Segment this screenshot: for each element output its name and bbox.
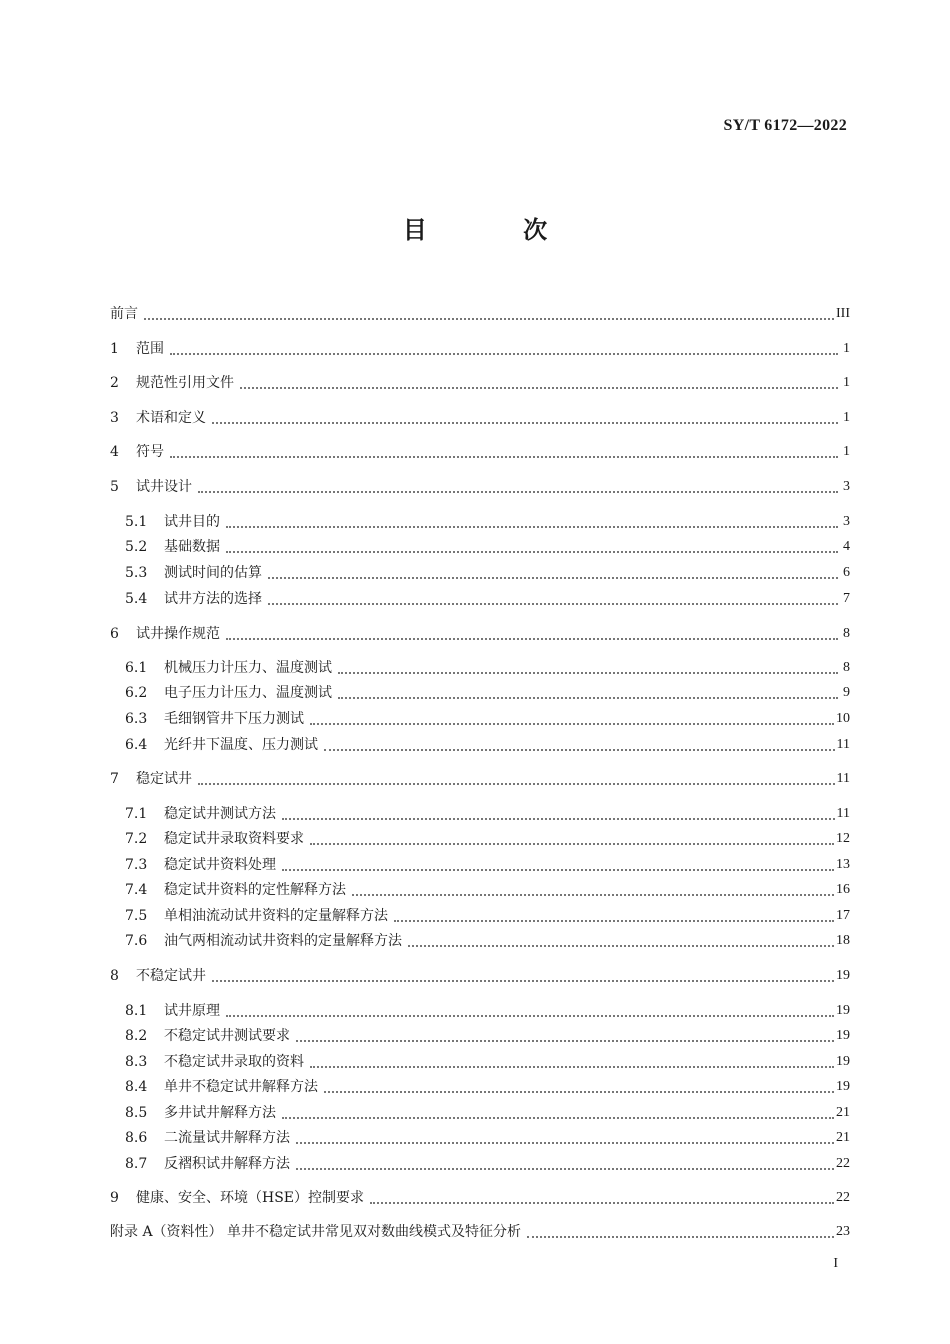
toc-entry[interactable] bbox=[125, 829, 850, 849]
toc-entry-number: 7.4 bbox=[125, 882, 148, 898]
toc-entry-page: 1 bbox=[843, 341, 850, 356]
dot-leader bbox=[226, 525, 838, 528]
toc-entry-label: 试井目的 bbox=[164, 514, 220, 530]
toc-entry[interactable] bbox=[125, 709, 850, 729]
dot-leader bbox=[310, 722, 834, 725]
toc-entry-number: 7.2 bbox=[125, 831, 148, 847]
toc-entry[interactable] bbox=[125, 563, 850, 583]
toc-entry-page: III bbox=[836, 306, 850, 321]
toc-entry-label: 不稳定试井测试要求 bbox=[164, 1028, 290, 1044]
toc-entry-label: 基础数据 bbox=[164, 539, 220, 555]
toc-entry-page: 8 bbox=[843, 626, 850, 641]
toc-entry-page: 6 bbox=[843, 565, 850, 580]
toc-entry-page: 1 bbox=[843, 444, 850, 459]
dot-leader bbox=[268, 602, 838, 605]
dot-leader bbox=[338, 696, 838, 699]
toc-entry-label: 稳定试井资料的定性解释方法 bbox=[164, 882, 346, 898]
toc-entry-page: 3 bbox=[843, 479, 850, 494]
toc-entry-number: 5.4 bbox=[125, 591, 148, 607]
dot-leader bbox=[282, 817, 835, 820]
toc-entry-page: 13 bbox=[836, 857, 850, 872]
toc-entry-number: 6.1 bbox=[125, 660, 148, 676]
toc-entry[interactable] bbox=[125, 931, 850, 951]
toc-entry-label: 试井设计 bbox=[136, 479, 192, 495]
toc-entry-label: 不稳定试井录取的资料 bbox=[164, 1054, 304, 1070]
toc-entry-label: 健康、安全、环境（HSE）控制要求 bbox=[136, 1190, 365, 1206]
toc-entry-page: 21 bbox=[836, 1105, 850, 1120]
toc-entry[interactable] bbox=[110, 769, 850, 789]
toc-entry[interactable] bbox=[125, 880, 850, 900]
toc-entry[interactable] bbox=[125, 1154, 850, 1174]
toc-entry-page: 19 bbox=[836, 1028, 850, 1043]
toc-entry[interactable] bbox=[125, 512, 850, 532]
toc-entry-number: 5.2 bbox=[125, 539, 148, 555]
toc-entry-label: 前言 bbox=[110, 306, 138, 322]
toc-entry-number: 4 bbox=[110, 444, 119, 460]
toc-entry-page: 19 bbox=[836, 968, 850, 983]
toc-entry-number: 8.1 bbox=[125, 1003, 148, 1019]
dot-leader bbox=[324, 748, 835, 751]
dot-leader bbox=[226, 550, 838, 553]
toc-entry-page: 10 bbox=[836, 711, 850, 726]
toc-entry[interactable] bbox=[125, 1001, 850, 1021]
toc-entry-label: 单相油流动试井资料的定量解释方法 bbox=[164, 908, 388, 924]
toc-entry-number: 5.3 bbox=[125, 565, 148, 581]
toc-entry[interactable] bbox=[125, 1052, 850, 1072]
dot-leader bbox=[394, 919, 834, 922]
toc-entry-label: 二流量试井解释方法 bbox=[164, 1130, 290, 1146]
dot-leader bbox=[527, 1235, 834, 1238]
toc-entry-number: 8.7 bbox=[125, 1156, 148, 1172]
toc-entry-label: 油气两相流动试井资料的定量解释方法 bbox=[164, 933, 402, 949]
dot-leader bbox=[226, 1014, 834, 1017]
toc-entry[interactable] bbox=[125, 804, 850, 824]
toc-entry-label: 不稳定试井 bbox=[136, 968, 206, 984]
dot-leader bbox=[408, 944, 834, 947]
dot-leader bbox=[144, 317, 834, 320]
toc-entry[interactable] bbox=[125, 1128, 850, 1148]
dot-leader bbox=[268, 576, 838, 579]
toc-entry[interactable] bbox=[125, 855, 850, 875]
dot-leader bbox=[310, 1065, 834, 1068]
toc-entry-number: 1 bbox=[110, 341, 119, 357]
toc-entry[interactable] bbox=[110, 624, 850, 644]
toc-entry[interactable] bbox=[125, 589, 850, 609]
toc-entry-label: 稳定试井 bbox=[136, 771, 192, 787]
toc-entry-label: 反褶积试井解释方法 bbox=[164, 1156, 290, 1172]
toc-entry-label: 符号 bbox=[136, 444, 164, 460]
dot-leader bbox=[212, 421, 838, 424]
toc-entry-page: 11 bbox=[836, 737, 850, 752]
toc-entry-number: 9 bbox=[110, 1190, 119, 1206]
toc-entry[interactable] bbox=[125, 1026, 850, 1046]
toc-entry-number: 6.4 bbox=[125, 737, 148, 753]
toc-entry-page: 17 bbox=[836, 908, 850, 923]
toc-entry-label: 附录 A（资料性） 单井不稳定试井常见双对数曲线模式及特征分析 bbox=[110, 1224, 522, 1240]
toc-entry[interactable] bbox=[125, 658, 850, 678]
toc-entry-number: 8.5 bbox=[125, 1105, 148, 1121]
toc-entry-page: 16 bbox=[836, 882, 850, 897]
toc-entry-label: 规范性引用文件 bbox=[136, 375, 234, 391]
dot-leader bbox=[226, 637, 838, 640]
toc-entry-page: 11 bbox=[836, 806, 850, 821]
dot-leader bbox=[170, 455, 838, 458]
toc-entry-number: 7.5 bbox=[125, 908, 148, 924]
toc-entry-page: 1 bbox=[843, 375, 850, 390]
footer-page-number: I bbox=[833, 1256, 838, 1271]
toc-entry-number: 8.2 bbox=[125, 1028, 148, 1044]
toc-entry-number: 2 bbox=[110, 375, 119, 391]
toc-entry-number: 7.6 bbox=[125, 933, 148, 949]
toc-entry[interactable] bbox=[125, 1103, 850, 1123]
dot-leader bbox=[240, 386, 838, 389]
dot-leader bbox=[324, 1090, 834, 1093]
toc-entry-page: 7 bbox=[843, 591, 850, 606]
dot-leader bbox=[296, 1167, 834, 1170]
toc-entry-label: 测试时间的估算 bbox=[164, 565, 262, 581]
toc-entry-label: 试井操作规范 bbox=[136, 626, 220, 642]
toc-entry-page: 11 bbox=[836, 771, 850, 786]
dot-leader bbox=[310, 842, 834, 845]
toc-entry-page: 23 bbox=[836, 1224, 850, 1239]
toc-entry-number: 8.3 bbox=[125, 1054, 148, 1070]
toc-entry-number: 6 bbox=[110, 626, 119, 642]
toc-entry[interactable] bbox=[110, 966, 850, 986]
toc-entry-page: 12 bbox=[836, 831, 850, 846]
toc-entry-page: 19 bbox=[836, 1054, 850, 1069]
toc-entry-label: 机械压力计压力、温度测试 bbox=[164, 660, 332, 676]
toc-entry[interactable] bbox=[125, 683, 850, 703]
toc-entry[interactable] bbox=[110, 1188, 850, 1208]
dot-leader bbox=[296, 1039, 834, 1042]
toc-entry-label: 试井原理 bbox=[164, 1003, 220, 1019]
toc-entry[interactable] bbox=[110, 442, 850, 462]
toc-entry-label: 范围 bbox=[136, 341, 164, 357]
toc-entry-number: 8.4 bbox=[125, 1079, 148, 1095]
toc-entry-number: 8.6 bbox=[125, 1130, 148, 1146]
toc-entry[interactable] bbox=[125, 1077, 850, 1097]
toc-entry-label: 稳定试井资料处理 bbox=[164, 857, 276, 873]
toc-entry-page: 4 bbox=[843, 539, 850, 554]
toc-entry-label: 电子压力计压力、温度测试 bbox=[164, 685, 332, 701]
toc-entry-number: 7.3 bbox=[125, 857, 148, 873]
toc-entry-page: 19 bbox=[836, 1079, 850, 1094]
toc-entry-number: 7 bbox=[110, 771, 119, 787]
dot-leader bbox=[352, 893, 834, 896]
toc-entry-page: 1 bbox=[843, 410, 850, 425]
toc-entry-page: 22 bbox=[836, 1156, 850, 1171]
toc-entry-number: 5 bbox=[110, 479, 119, 495]
toc-entry-label: 单井不稳定试井解释方法 bbox=[164, 1079, 318, 1095]
toc-entry-number: 6.2 bbox=[125, 685, 148, 701]
toc-entry-page: 3 bbox=[843, 514, 850, 529]
toc-entry-number: 3 bbox=[110, 410, 119, 426]
toc-entry-label: 多井试井解释方法 bbox=[164, 1105, 276, 1121]
dot-leader bbox=[198, 490, 838, 493]
toc-entry-label: 稳定试井测试方法 bbox=[164, 806, 276, 822]
toc-entry[interactable] bbox=[110, 304, 850, 324]
page-title: 目 次 bbox=[402, 216, 592, 244]
toc-entry[interactable] bbox=[110, 373, 850, 393]
toc-entry-number: 8 bbox=[110, 968, 119, 984]
toc-entry-label: 毛细钢管井下压力测试 bbox=[164, 711, 304, 727]
dot-leader bbox=[296, 1141, 834, 1144]
toc-entry-page: 18 bbox=[836, 933, 850, 948]
toc-entry-page: 22 bbox=[836, 1190, 850, 1205]
dot-leader bbox=[338, 671, 838, 674]
toc-entry[interactable] bbox=[110, 1222, 850, 1242]
toc-entry-page: 19 bbox=[836, 1003, 850, 1018]
dot-leader bbox=[370, 1201, 834, 1204]
toc-entry-label: 术语和定义 bbox=[136, 410, 206, 426]
dot-leader bbox=[282, 1116, 834, 1119]
dot-leader bbox=[212, 979, 834, 982]
toc-entry[interactable] bbox=[110, 408, 850, 428]
toc-entry[interactable] bbox=[125, 735, 850, 755]
toc-entry[interactable] bbox=[110, 339, 850, 359]
toc-entry-number: 6.3 bbox=[125, 711, 148, 727]
dot-leader bbox=[198, 782, 835, 785]
toc-entry-page: 9 bbox=[843, 685, 850, 700]
toc-entry-page: 8 bbox=[843, 660, 850, 675]
toc-entry-label: 光纤井下温度、压力测试 bbox=[164, 737, 318, 753]
toc-entry-number: 7.1 bbox=[125, 806, 148, 822]
toc-entry[interactable] bbox=[125, 906, 850, 926]
dot-leader bbox=[170, 352, 838, 355]
toc-entry-label: 稳定试井录取资料要求 bbox=[164, 831, 304, 847]
standard-code: SY/T 6172—2022 bbox=[723, 117, 847, 134]
toc-entry-number: 5.1 bbox=[125, 514, 148, 530]
toc-entry[interactable] bbox=[110, 477, 850, 497]
toc-entry-label: 试井方法的选择 bbox=[164, 591, 262, 607]
toc-entry[interactable] bbox=[125, 537, 850, 557]
toc-entry-page: 21 bbox=[836, 1130, 850, 1145]
dot-leader bbox=[282, 868, 834, 871]
